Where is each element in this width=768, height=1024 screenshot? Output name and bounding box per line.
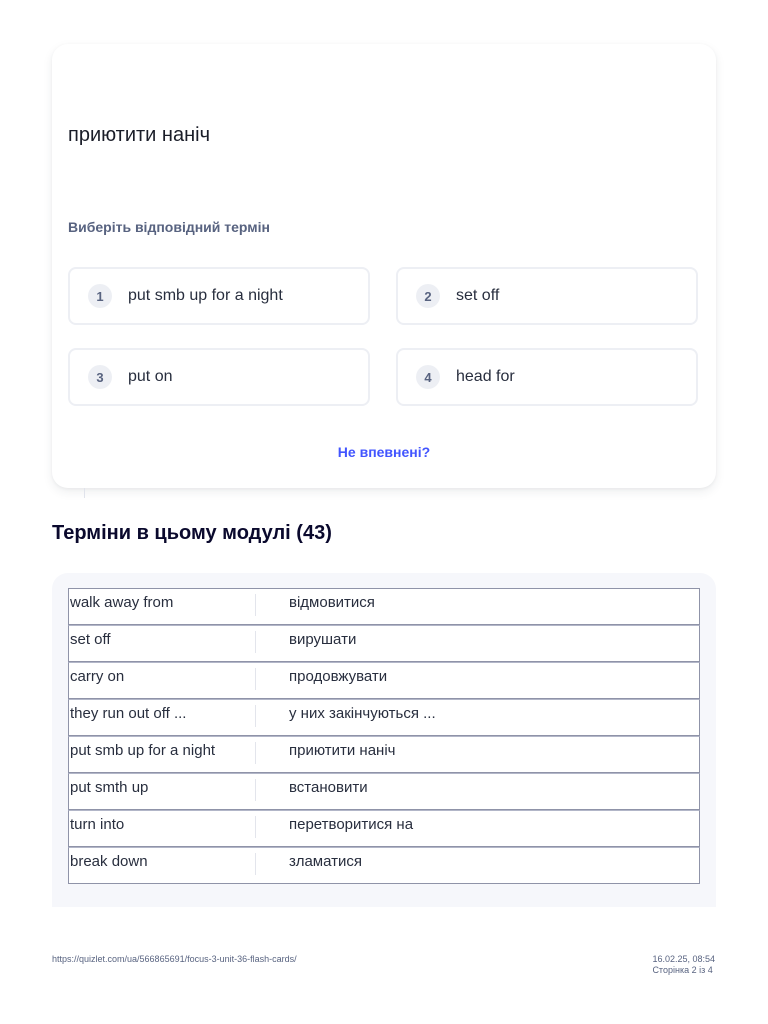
footer-meta [652,954,715,976]
option-number-badge: 3 [88,365,112,389]
question-prompt: приютити наніч [68,124,210,146]
option-text: set off [456,287,500,304]
option-number-badge: 2 [416,284,440,308]
option-number-badge: 1 [88,284,112,308]
question-card [52,44,716,488]
footer-datetime: 16.02.25, 08:54 [652,954,715,964]
definition-text: встановити [289,779,368,796]
term-row[interactable] [68,699,700,736]
definition-text: зламатися [289,853,363,870]
definition-text: вирушати [289,631,357,648]
term-text: set off [70,631,111,648]
terms-section-title: Терміни в цьому модулі (43) [52,522,332,544]
term-row[interactable] [68,662,700,699]
term-text: break down [70,853,148,870]
term-row[interactable] [68,847,700,884]
term-row[interactable] [68,773,700,810]
not-sure-link[interactable]: Не впевнені? [337,444,431,460]
term-row[interactable] [68,625,700,662]
terms-table [68,588,700,884]
term-row[interactable] [68,736,700,773]
definition-text: перетворитися на [289,816,414,833]
option-number-badge: 4 [416,365,440,389]
term-text: carry on [70,668,125,685]
term-text: walk away from [70,594,174,611]
term-text: put smth up [70,779,149,796]
term-text: turn into [70,816,125,833]
answer-option-1[interactable] [68,267,370,325]
answer-option-3[interactable] [68,348,370,406]
option-text: head for [456,368,515,385]
definition-text: приютити наніч [289,742,396,759]
term-text: they run out off ... [70,705,187,722]
choose-answer-label: Виберіть відповідний термін [68,219,270,235]
answer-option-4[interactable] [396,348,698,406]
option-text: put smb up for a night [128,287,283,304]
term-row[interactable] [68,588,700,625]
footer-page-number: Сторінка 2 із 4 [652,965,713,975]
definition-text: продовжувати [289,668,388,685]
term-text: put smb up for a night [70,742,216,759]
terms-panel [52,573,716,907]
term-row[interactable] [68,810,700,847]
footer-url: https://quizlet.com/ua/566865691/focus-3-unit-36-flash-cards/ [52,954,297,964]
divider [84,488,85,498]
answer-option-2[interactable] [396,267,698,325]
definition-text: у них закінчуються ... [289,705,436,722]
definition-text: відмовитися [289,594,375,611]
option-text: put on [128,368,173,385]
